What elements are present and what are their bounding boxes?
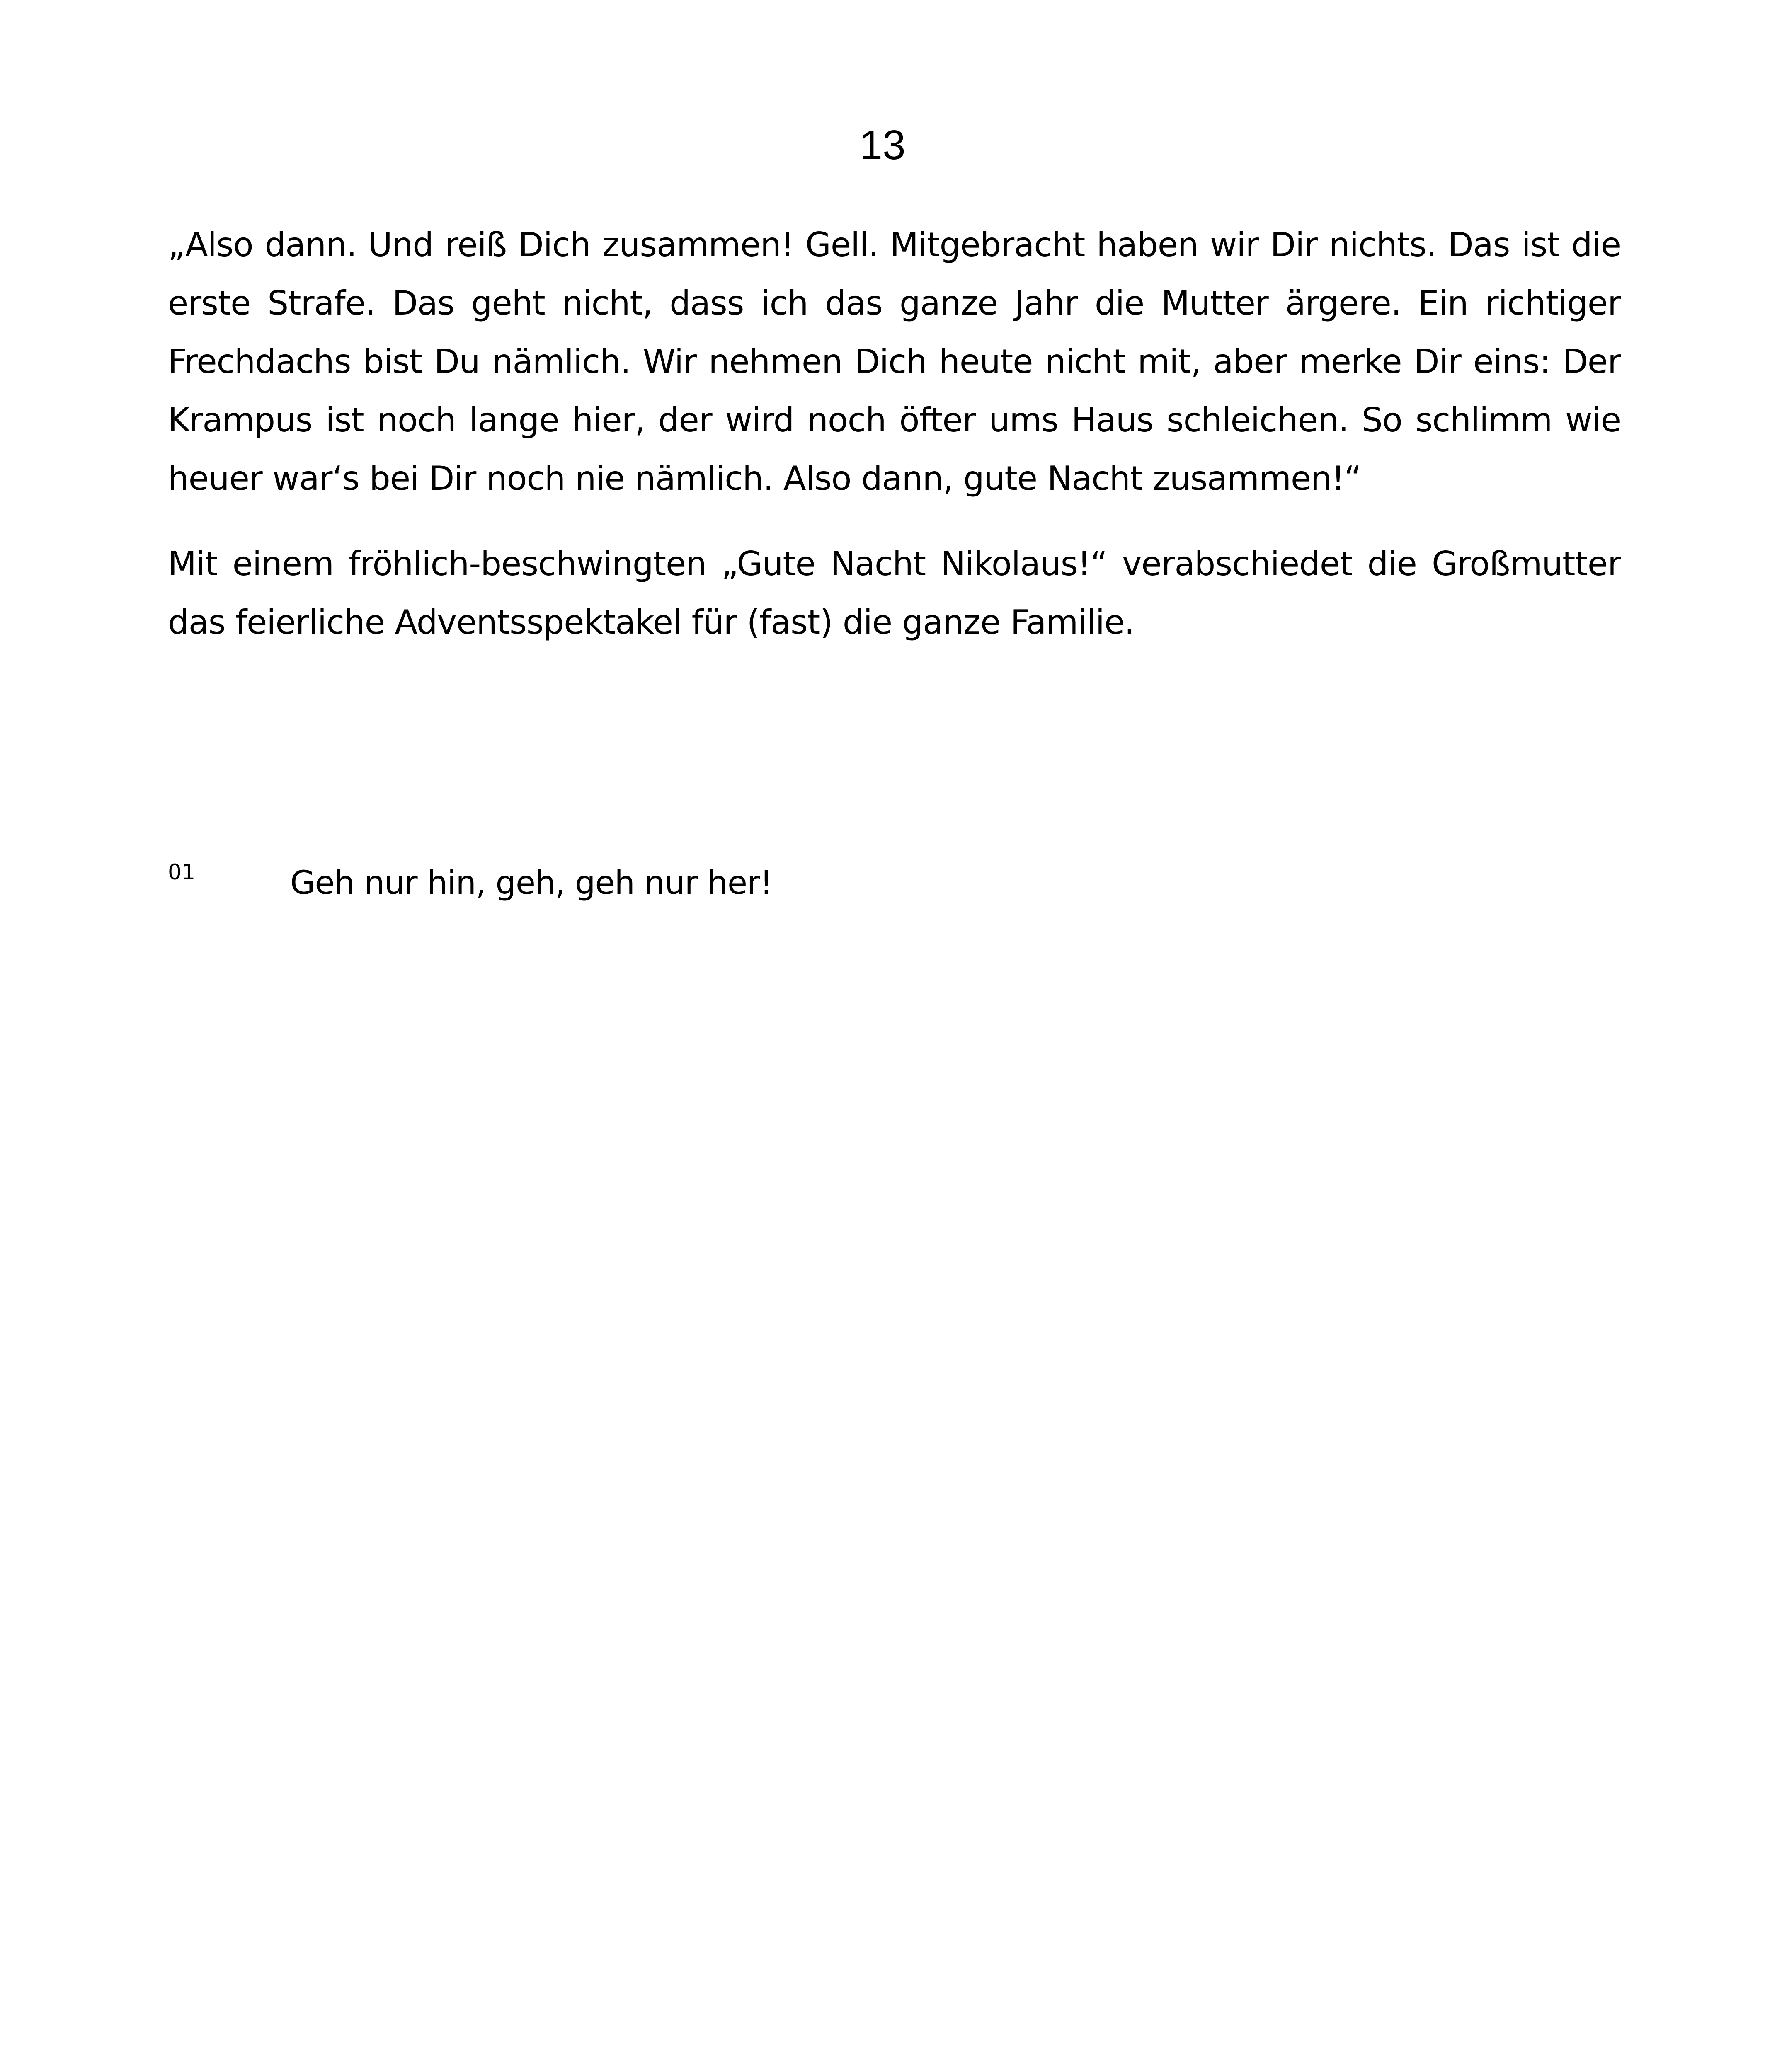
body-text: [168, 215, 1621, 651]
paragraph-closing: Mit einem fröhlich-beschwingten „Gute Nacht Nikolaus!“ verabschiedet die Großmutter das feierliche Adventsspektakel für (fast) die ganze Familie.: [168, 545, 1621, 641]
page-number: 13: [859, 122, 906, 168]
paragraph-dialogue: „Also dann. Und reiß Dich zusammen! Gell. Mitgebracht haben wir Dir nichts. Das ist die erste Strafe. Das geht nicht, dass ich das ganze Jahr die Mutter ärgere. Ein richtiger Frechdachs bist Du nämlich. Wir nehmen Dich heute nicht mit, aber merke Dir eins: Der Krampus ist noch lange hier, der wird noch öfter ums Haus schleichen. So schlimm wie heuer war‘s bei Dir noch nie nämlich. Also dann, gute Nacht zusammen!“: [168, 225, 1621, 498]
footnote-text: Geh nur hin, geh, geh nur her!: [290, 864, 773, 902]
footnote-number: 01: [168, 860, 196, 885]
